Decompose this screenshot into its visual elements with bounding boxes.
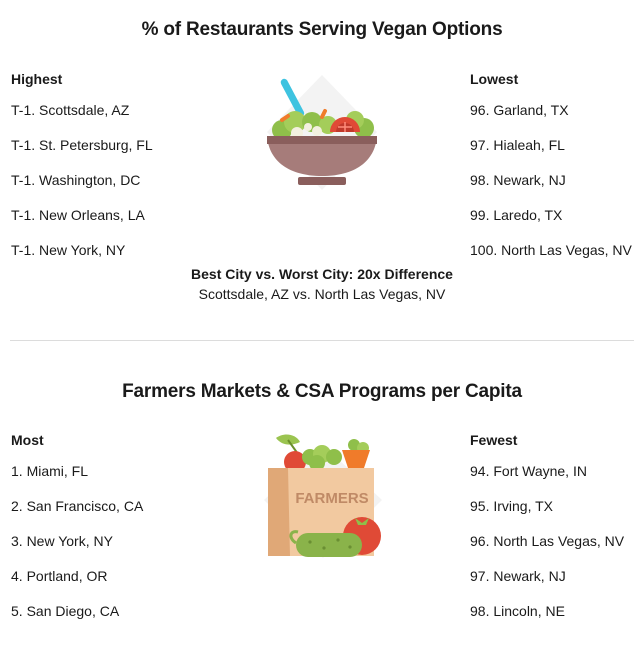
fewest-heading: Fewest bbox=[470, 432, 518, 448]
list-item: 95. Irving, TX bbox=[470, 498, 554, 514]
lowest-list bbox=[470, 70, 632, 276]
list-item: 1. Miami, FL bbox=[11, 463, 89, 479]
list-item: 4. Portland, OR bbox=[11, 568, 108, 584]
list-item: 98. Newark, NJ bbox=[470, 172, 566, 188]
list-item: T-1. New Orleans, LA bbox=[11, 207, 145, 223]
salad-bowl-icon bbox=[262, 70, 382, 195]
comparison-summary bbox=[0, 264, 634, 304]
list-item: 96. North Las Vegas, NV bbox=[470, 533, 625, 549]
list-item: 3. New York, NY bbox=[11, 533, 113, 549]
list-item: T-1. St. Petersburg, FL bbox=[11, 137, 153, 153]
section-divider bbox=[10, 340, 634, 341]
list-item: 2. San Francisco, CA bbox=[11, 498, 144, 514]
highest-heading: Highest bbox=[11, 71, 63, 87]
summary-subtitle: Scottsdale, AZ vs. North Las Vegas, NV bbox=[198, 286, 446, 302]
list-item: T-1. Scottsdale, AZ bbox=[11, 102, 130, 118]
most-heading: Most bbox=[11, 432, 44, 448]
list-item: 97. Hialeah, FL bbox=[470, 137, 565, 153]
list-item: 98. Lincoln, NE bbox=[470, 603, 565, 619]
list-item: 94. Fort Wayne, IN bbox=[470, 463, 587, 479]
section2-title: Farmers Markets & CSA Programs per Capita bbox=[122, 381, 522, 402]
section1-title: % of Restaurants Serving Vegan Options bbox=[141, 19, 503, 40]
list-item: 5. San Diego, CA bbox=[11, 603, 120, 619]
list-item: 96. Garland, TX bbox=[470, 102, 569, 118]
produce-bag-icon bbox=[262, 430, 384, 562]
list-item: 100. North Las Vegas, NV bbox=[470, 242, 632, 258]
bag-label: FARMERS bbox=[295, 490, 369, 507]
list-item: 99. Laredo, TX bbox=[470, 207, 563, 223]
list-item: 97. Newark, NJ bbox=[470, 568, 566, 584]
list-item: T-1. Washington, DC bbox=[11, 172, 141, 188]
fewest-list bbox=[470, 431, 624, 637]
list-item: T-1. New York, NY bbox=[11, 242, 126, 258]
summary-title: Best City vs. Worst City: 20x Difference bbox=[191, 266, 453, 282]
lowest-heading: Lowest bbox=[470, 71, 519, 87]
highest-list bbox=[11, 70, 153, 276]
most-list bbox=[11, 431, 143, 637]
